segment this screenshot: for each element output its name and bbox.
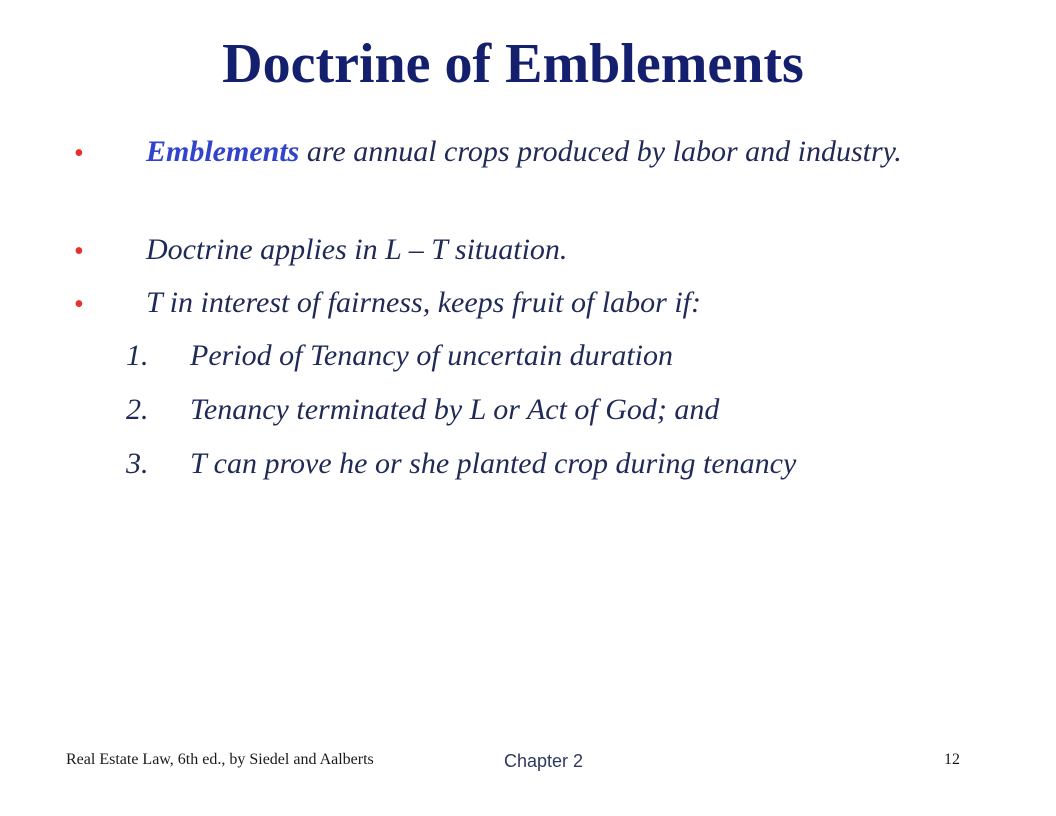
bullet-item-fairness: T in interest of fairness, keeps fruit of labor if:	[146, 286, 701, 319]
slide-title: Doctrine of Emblements	[222, 33, 804, 95]
footer-page-number: 12	[944, 751, 960, 768]
bullet-marker: •	[74, 138, 84, 169]
footer-source: Real Estate Law, 6th ed., by Siedel and Aalberts	[66, 751, 374, 768]
emblements-term: Emblements	[146, 135, 300, 168]
emblements-definition: are annual crops produced by labor and industry.	[299, 135, 902, 168]
bullet-marker: •	[74, 289, 84, 320]
list-item-termination: Tenancy terminated by L or Act of God; and	[190, 393, 720, 426]
list-number: 3.	[126, 447, 149, 480]
list-item-duration: Period of Tenancy of uncertain duration	[190, 339, 674, 372]
footer-chapter: Chapter 2	[504, 751, 584, 771]
bullet-marker: •	[74, 236, 84, 267]
list-number: 1.	[126, 339, 149, 372]
bullet-item-emblements	[146, 132, 936, 172]
list-item-proof: T can prove he or she planted crop during tenancy	[190, 447, 797, 480]
bullet-item-doctrine: Doctrine applies in L – T situation.	[146, 233, 568, 266]
list-number: 2.	[126, 393, 149, 426]
